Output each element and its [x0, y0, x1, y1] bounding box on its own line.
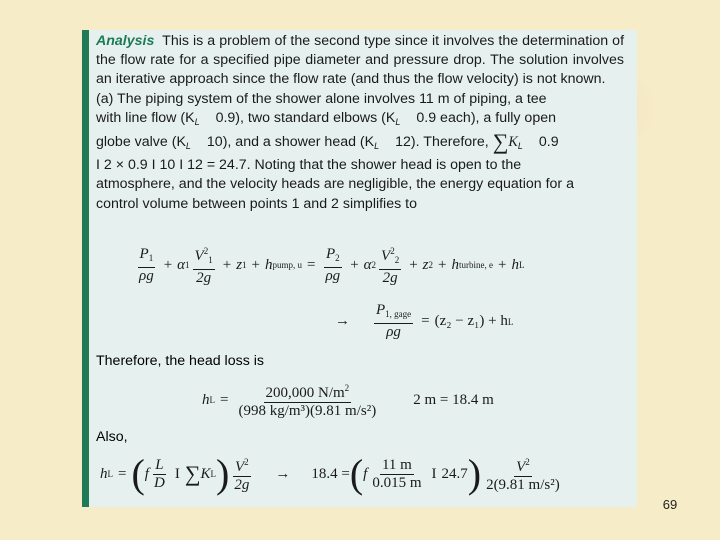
kl-subscript: L	[374, 141, 380, 152]
also-text: Also,	[96, 429, 128, 445]
part-a-line2b: 0.9), two standard elbows (K	[215, 109, 396, 126]
part-a-line3b: 10), and a shower head (K	[206, 134, 375, 151]
energy-equation: $\frac{P_1}{\rho g}$ + α 1 $\frac{V^2_1}{2g}$ + z 1 + h pump, u = $\frac{P_2}{\rho g}$ + α 2 $\frac{V^2_2}{2g}$ + z 2 + h turbine, e + h L	[134, 243, 524, 287]
slide-number: 69	[662, 497, 678, 512]
kl-subscript: L	[517, 141, 523, 152]
part-a-line2c: 0.9 each), a fully open	[416, 109, 556, 126]
part-a-line3c: 12). Therefore,	[395, 134, 489, 151]
analysis-text: This is a problem of the second type since it involves the determination of the flow rate for a specified pipe diameter and pressure drop. The solution involves an iterative approach since the flow rate (and thus the flow velocity) is not known.	[96, 33, 625, 88]
excerpt-content	[96, 32, 624, 214]
part-a-line4: I 2 × 0.9 I 10 I 12 = 24.7. Noting that the shower head is open to the	[96, 157, 522, 174]
arrow-icon: →	[275, 465, 291, 482]
textbook-excerpt-panel	[82, 30, 637, 507]
part-a-line1: (a) The piping system of the shower alone involves 11 m of piping, a tee	[96, 90, 547, 107]
analysis-label: Analysis	[96, 33, 155, 49]
arrow-icon: →	[335, 313, 350, 329]
part-a-line2a: with line flow (K	[96, 109, 195, 126]
part-a-line3a: globe valve (K	[96, 134, 186, 151]
part-a-line6: control volume between points 1 and 2 simplifies to	[96, 195, 417, 212]
panel-accent-bar	[82, 30, 89, 507]
summation-icon: ∑	[492, 129, 509, 155]
therefore-text: Therefore, the head loss is	[96, 353, 264, 369]
part-a-line5: atmosphere, and the velocity heads are negligible, the energy equation for a	[96, 176, 574, 193]
friction-equation: h L = ( f $\frac{L}{D}$ I ∑ K L ) $\frac{V^2}{2g}$ → 18.4 = ( f $\frac{11 m}{0.015 m}$ I 24.7 ) $\frac{V^2}{\text{2(9.81 m/s²)}}$	[100, 451, 560, 496]
simplified-equation: → $\frac{P_{1, gage}}{\rho g}$ = (z₂ − z₁) + h L	[335, 302, 514, 340]
part-a-line3d: 0.9	[538, 134, 559, 151]
part-a-paragraph: (a) The piping system of the shower alone involves 11 m of piping, a tee with line flow ($K_L$ 0.9), two standard elbows ($K_L$ 0.9 each), a fully open globe valve ($K_L$ 10), and a shower head ($K_L$ 12). Therefore, $\sum K_L$ 0.9 I 2 × 0.9 I 10 I 12 = 24.7. Noting that the shower head is open to the atmosphere, and the velocity heads are negligible, the energy equation for a control volume between points 1 and 2 simplifies to	[96, 90, 574, 212]
analysis-paragraph	[96, 32, 624, 90]
kl-subscript: L	[185, 141, 191, 152]
kl-subscript: L	[194, 116, 200, 127]
head-loss-equation: h L = $\frac{200,000 N/m^2}{\text{(998 kg/m³)(9.81 m/s²)}}$ 2 m = 18.4 m	[202, 380, 494, 420]
kl-subscript: L	[395, 116, 401, 127]
